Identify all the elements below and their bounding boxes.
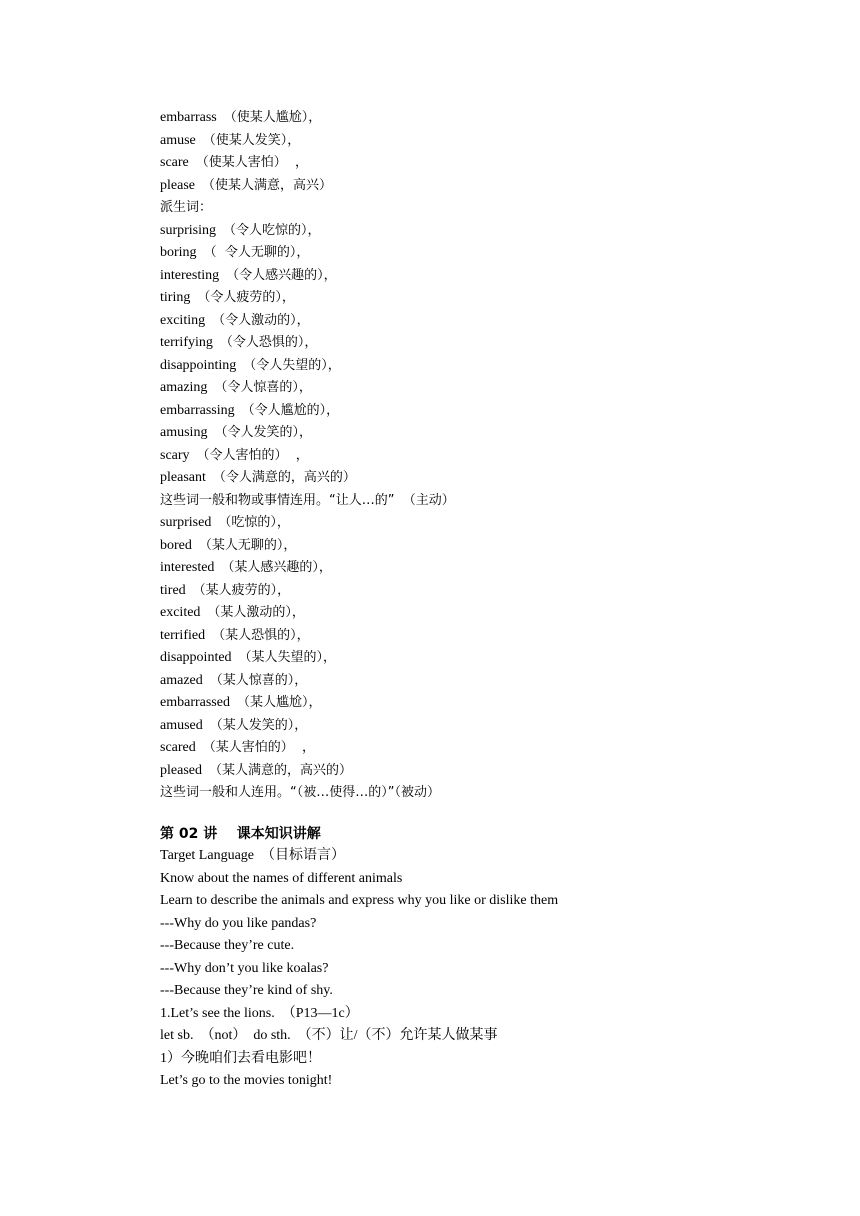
vocab-meaning: （令人吃惊的）， xyxy=(223,222,321,238)
vocab-line xyxy=(160,107,820,130)
vocab-line xyxy=(160,130,820,153)
section-body xyxy=(160,868,820,1093)
vocab-word: terrified xyxy=(160,627,206,643)
vocab-word: embarrassed xyxy=(160,695,230,710)
vocab-word: amazed xyxy=(160,672,203,688)
vocab-meaning: （令人惊喜的）， xyxy=(214,380,312,395)
vocab-word: surprised xyxy=(160,515,212,530)
vocab-word: excited xyxy=(160,605,201,620)
vocab-meaning: （令人感兴趣的）， xyxy=(226,267,337,283)
vocab-word: embarrass xyxy=(160,110,217,125)
note-line xyxy=(160,197,820,220)
section-spacer xyxy=(160,805,820,823)
vocab-word: please xyxy=(160,177,195,193)
vocab-meaning: （令人恐惧的）， xyxy=(219,335,318,350)
vocab-line xyxy=(160,400,820,423)
section-line: 1）今晚咱们去看电影吧！ xyxy=(160,1050,321,1066)
vocab-line xyxy=(160,445,820,468)
vocab-line xyxy=(160,422,820,445)
vocab-meaning: （令人满意的，高兴的） xyxy=(212,470,356,485)
vocab-meaning: （令人疲劳的）， xyxy=(197,290,295,305)
vocab-word: tiring xyxy=(160,290,191,305)
vocab-word: amazing xyxy=(160,380,208,395)
vocab-word: disappointed xyxy=(160,650,232,665)
vocab-word: terrifying xyxy=(160,335,213,350)
vocab-meaning: （某人尴尬）， xyxy=(236,695,322,710)
vocab-meaning: （某人惊喜的）， xyxy=(209,672,308,688)
section-line: ---Why do you like pandas? xyxy=(160,915,317,931)
vocabulary-list xyxy=(160,107,820,805)
vocab-meaning: （某人满意的，高兴的） xyxy=(208,762,352,778)
section-line: Know about the names of different animals xyxy=(160,870,403,886)
vocab-line xyxy=(160,647,820,670)
vocab-meaning: （某人恐惧的）， xyxy=(212,627,310,643)
vocab-word: scared xyxy=(160,740,196,755)
vocab-word: disappointing xyxy=(160,357,237,373)
note-line xyxy=(160,782,820,805)
note-line xyxy=(160,490,820,513)
vocab-meaning: （某人疲劳的）， xyxy=(192,582,291,598)
vocab-meaning: （某人感兴趣的）， xyxy=(221,560,332,575)
vocab-line xyxy=(160,242,820,265)
vocab-line xyxy=(160,580,820,603)
vocab-word: scary xyxy=(160,447,190,463)
vocab-line xyxy=(160,535,820,558)
vocab-line xyxy=(160,355,820,378)
vocab-line xyxy=(160,602,820,625)
vocab-line xyxy=(160,625,820,648)
vocab-meaning: （某人失望的）， xyxy=(238,650,337,665)
section-line: ---Because they’re cute. xyxy=(160,938,295,953)
vocab-meaning: （令人害怕的） ， xyxy=(196,447,309,463)
note-text: 这些词一般和人连用。“（被…使得…的）”（被动） xyxy=(160,785,440,800)
section-line: Let’s go to the movies tonight! xyxy=(160,1073,333,1088)
section-line: ---Why don’t you like koalas? xyxy=(160,960,329,976)
vocab-line xyxy=(160,557,820,580)
note-text: 派生词： xyxy=(160,200,213,215)
vocab-word: interested xyxy=(160,560,215,575)
vocab-word: interesting xyxy=(160,267,220,283)
vocab-word: pleased xyxy=(160,762,202,778)
vocab-meaning: （某人激动的）， xyxy=(207,605,305,620)
note-text: 这些词一般和物或事情连用。“让人…的” （主动） xyxy=(160,492,455,508)
target-language-label: Target Language （目标语言） xyxy=(160,848,345,863)
vocab-meaning: （令人激动的）， xyxy=(212,312,310,328)
vocab-line xyxy=(160,220,820,243)
vocab-word: embarrassing xyxy=(160,402,235,418)
document-page xyxy=(160,107,820,1093)
vocab-line xyxy=(160,692,820,715)
vocab-line xyxy=(160,377,820,400)
section-line: 1.Let’s see the lions. （P13—1c） xyxy=(160,1005,359,1021)
vocab-meaning: （ 令人无聊的）， xyxy=(203,245,310,260)
vocab-word: amusing xyxy=(160,425,208,440)
vocab-line xyxy=(160,512,820,535)
vocab-line xyxy=(160,152,820,175)
vocab-meaning: （使某人满意，高兴） xyxy=(201,177,332,193)
vocab-word: scare xyxy=(160,155,189,170)
vocab-word: bored xyxy=(160,537,192,553)
vocab-meaning: （令人尴尬的）， xyxy=(241,402,340,418)
section-heading: 第 02 讲 课本知识讲解 xyxy=(160,825,321,842)
vocab-line xyxy=(160,310,820,333)
vocab-meaning: （使某人害怕） ， xyxy=(195,155,309,170)
vocab-word: exciting xyxy=(160,312,206,328)
vocab-word: surprising xyxy=(160,222,216,238)
section-line: ---Because they’re kind of shy. xyxy=(160,983,333,998)
vocab-meaning: （使某人尴尬）， xyxy=(223,110,322,125)
section-line: Learn to describe the animals and express why you like or dislike them xyxy=(160,893,559,908)
vocab-meaning: （某人发笑的）， xyxy=(209,717,308,733)
vocab-line xyxy=(160,332,820,355)
vocab-word: amuse xyxy=(160,132,196,148)
vocab-line xyxy=(160,175,820,198)
vocab-line xyxy=(160,287,820,310)
vocab-meaning: （令人发笑的）， xyxy=(214,425,312,440)
section-line: let sb. （not） do sth. （不）让/（不）允许某人做某事 xyxy=(160,1028,498,1043)
vocab-word: tired xyxy=(160,582,186,598)
vocab-line xyxy=(160,715,820,738)
vocab-line xyxy=(160,467,820,490)
vocab-word: boring xyxy=(160,245,197,260)
vocab-word: amused xyxy=(160,717,203,733)
vocab-word: pleasant xyxy=(160,470,206,485)
vocab-line xyxy=(160,760,820,783)
vocab-meaning: （某人无聊的）， xyxy=(198,537,297,553)
vocab-meaning: （使某人发笑）， xyxy=(202,132,301,148)
vocab-meaning: （某人害怕的） ， xyxy=(202,740,316,755)
vocab-line xyxy=(160,670,820,693)
vocab-line xyxy=(160,737,820,760)
vocab-meaning: （令人失望的）， xyxy=(243,357,341,373)
vocab-line xyxy=(160,265,820,288)
vocab-meaning: （吃惊的）， xyxy=(218,515,290,530)
